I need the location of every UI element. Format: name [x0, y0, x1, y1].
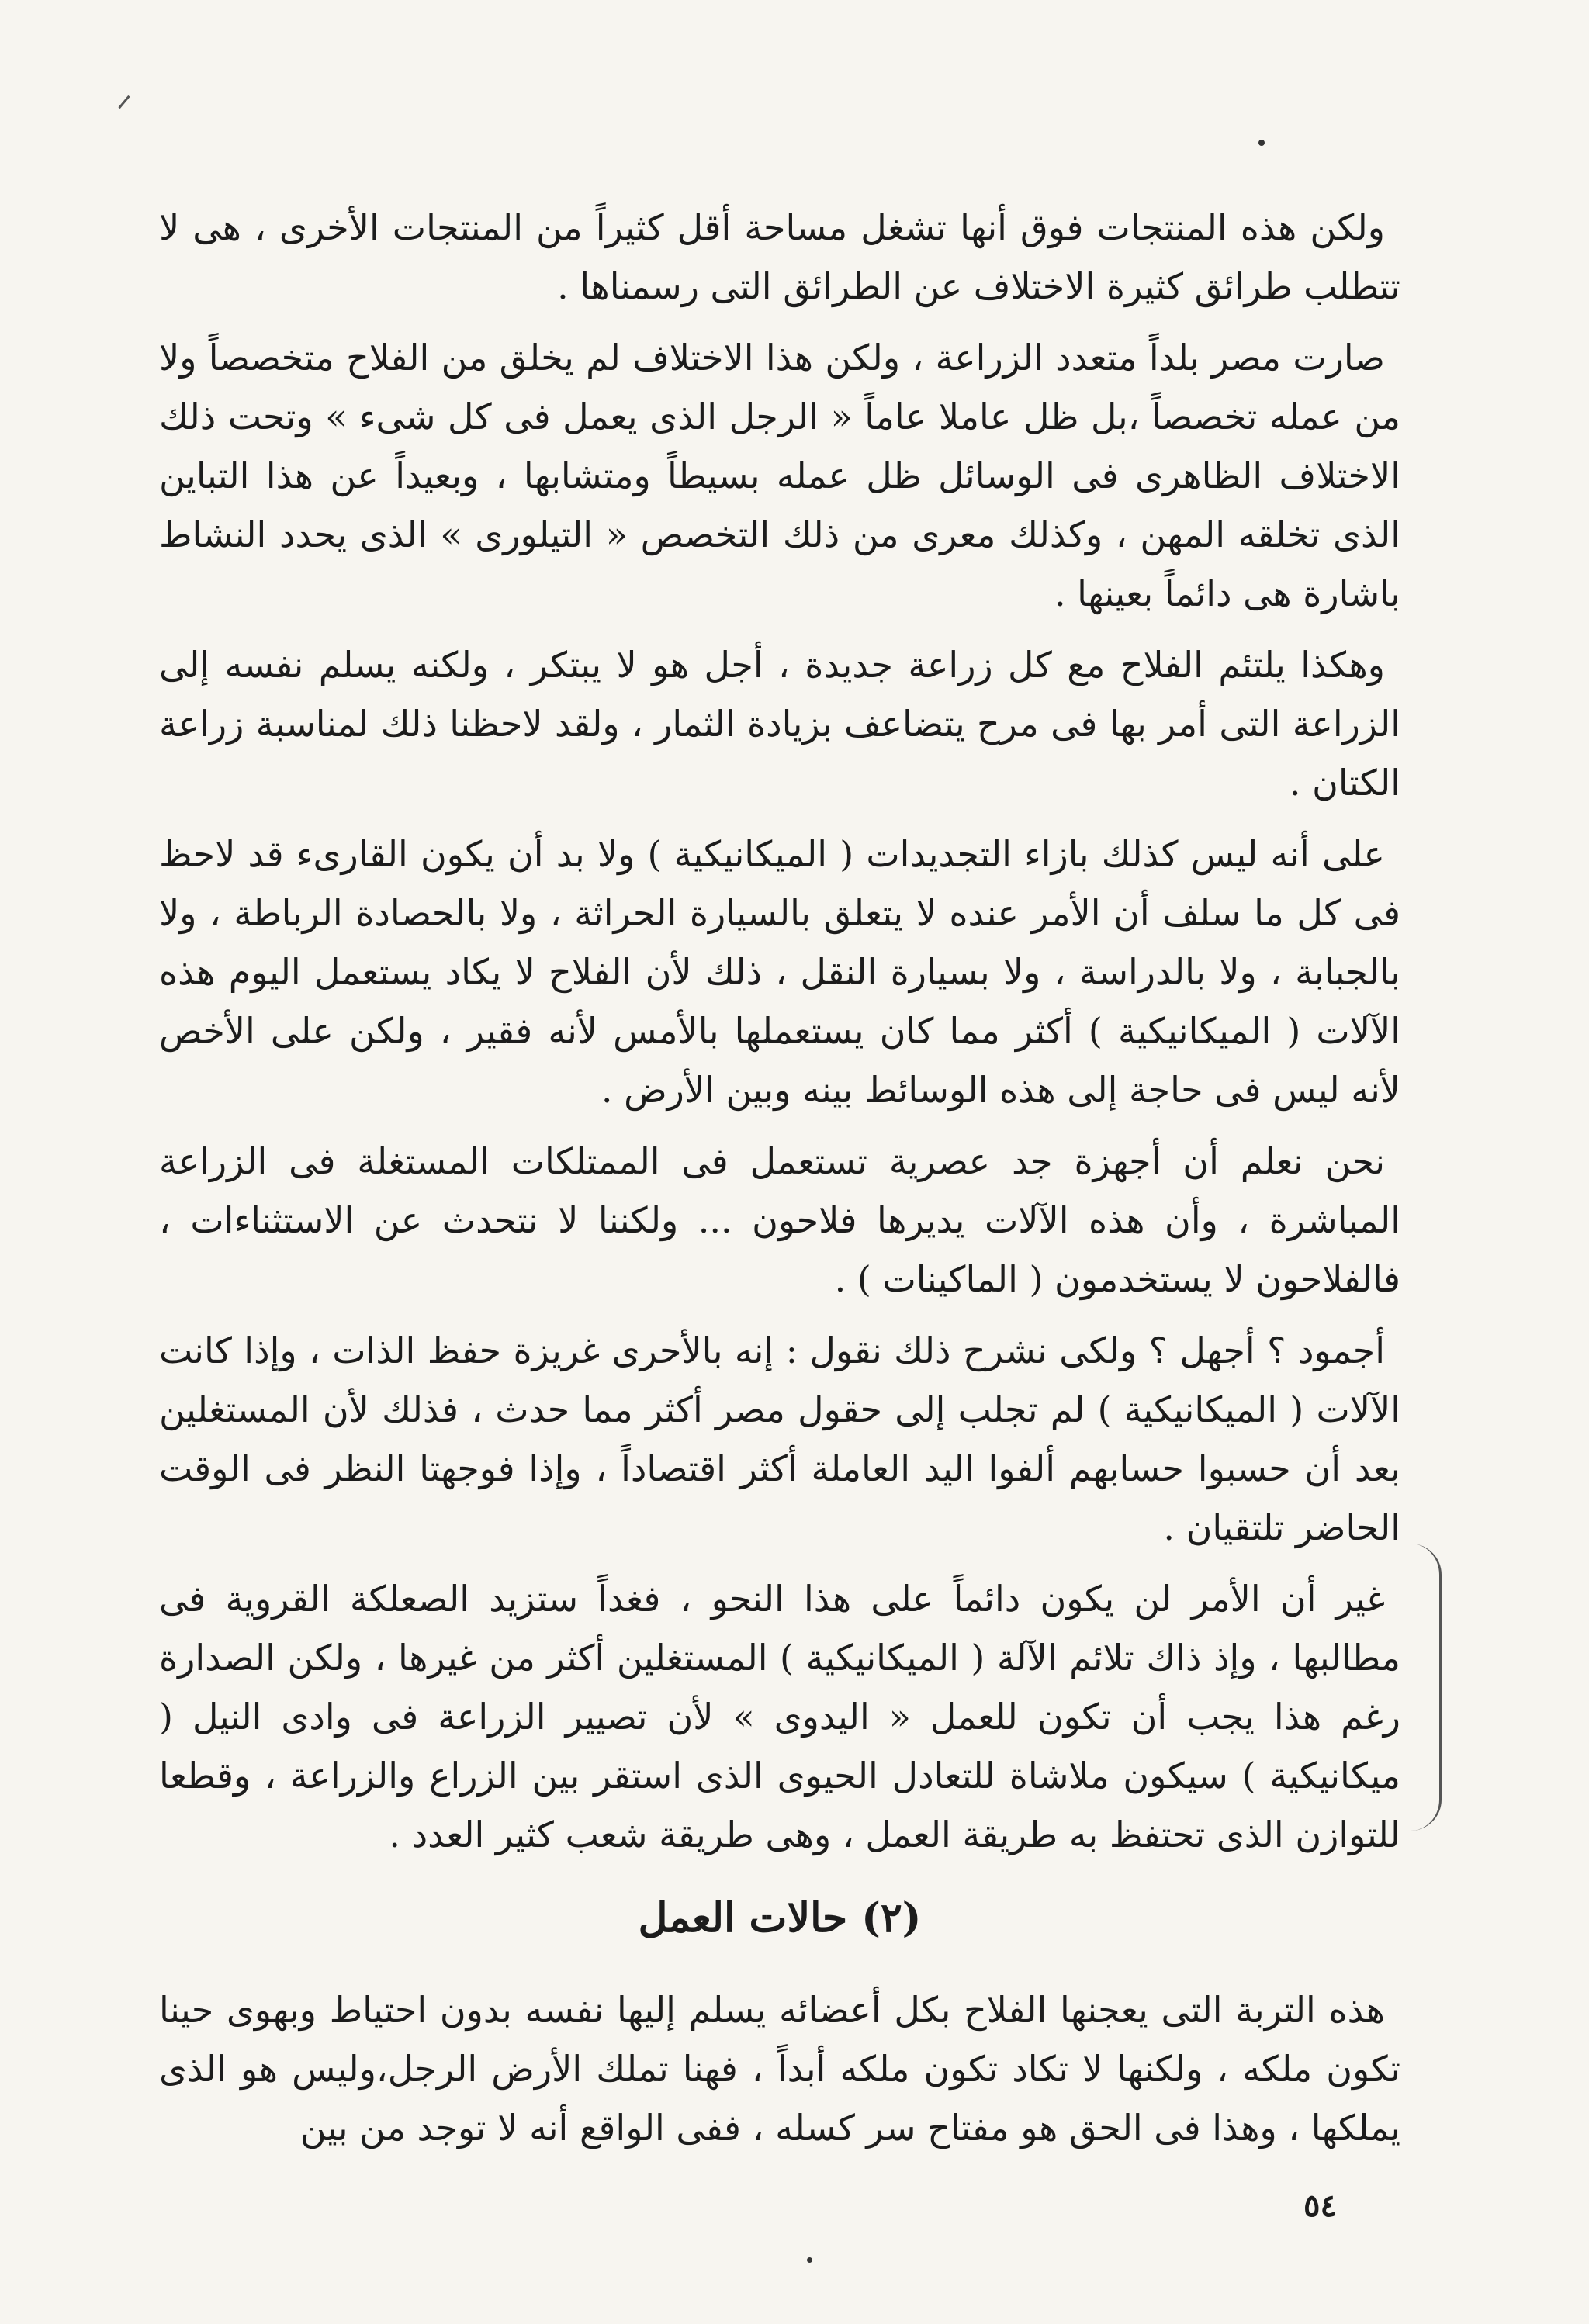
page-number: ٥٤ — [1303, 2187, 1337, 2224]
page-body — [159, 198, 1400, 2170]
ink-dot — [807, 2257, 812, 2263]
paragraph-8: هذه التربة التى يعجنها الفلاح بكل أعضائه يسلم إليها نفسه بدون احتياط وبهوى حينا تكون ملكه ، ولكنها لا تكاد تكون ملكه أبداً ، فهنا تملك الأرض الرجل،وليس هو الذى يملكها ، وهذا فى الحق هو مفتاح سر كسله ، ففى الواقع أنه لا توجد من بين — [159, 1989, 1400, 2149]
section-title: (٢) حالات العمل — [638, 1894, 922, 1942]
paragraph-6: أجمود ؟ أجهل ؟ ولكى نشرح ذلك نقول : إنه بالأحرى غريزة حفظ الذات ، وإذا كانت الآلات ( الميكانيكية ) لم تجلب إلى حقول مصر أكثر مما حدث ، فذلك لأن المستغلين بعد أن حسبوا حسابهم ألفوا اليد العاملة أكثر اقتصاداً ، وإذا فوجهتا النظر فى الوقت الحاضر تلتقيان . — [159, 1330, 1400, 1548]
paragraph-5: نحن نعلم أن أجهزة جد عصرية تستعمل فى الممتلكات المستغلة فى الزراعة المباشرة ، وأن هذه الآلات يديرها فلاحون ... ولكننا لا نتحدث عن الاستثناءات ، فالفلاحون لا يستخدمون ( الماكينات ) . — [159, 1140, 1400, 1300]
paragraph-3: وهكذا يلتئم الفلاح مع كل زراعة جديدة ، أجل هو لا يبتكر ، ولكنه يسلم نفسه إلى الزراعة التى أمر بها فى مرح يتضاعف بزيادة الثمار ، ولقد لاحظنا ذلك لمناسبة زراعة الكتان . — [159, 644, 1400, 804]
ink-dot — [1258, 140, 1265, 146]
pen-stroke-mark — [118, 95, 130, 109]
paragraph-1: ولكن هذه المنتجات فوق أنها تشغل مساحة أقل كثيراً من المنتجات الأخرى ، هى لا تتطلب طرائق كثيرة الاختلاف عن الطرائق التى رسمناها . — [159, 206, 1400, 307]
paragraph-7: غير أن الأمر لن يكون دائماً على هذا النحو ، فغداً ستزيد الصعلكة القروية فى مطالبها ، وإذ ذاك تلائم الآلة ( الميكانيكية ) المستغلين أكثر من غيرها ، ولكن الصدارة رغم هذا يجب أن تكون للعمل « اليدوى » لأن تصيير الزراعة فى وادى النيل ( ميكانيكية ) سيكون ملاشاة للتعادل الحيوى الذى استقر بين الزراع والزراعة ، وقطعا للتوازن الذى تحتفظ به طريقة العمل ، وهى طريقة شعب كثير العدد . — [159, 1578, 1400, 1855]
margin-bracket-mark — [1408, 1544, 1442, 1831]
paragraph-4: على أنه ليس كذلك بازاء التجديدات ( الميكانيكية ) ولا بد أن يكون القارىء قد لاحظ فى كل ما سلف أن الأمر عنده لا يتعلق بالسيارة الحراثة ، ولا بالحصادة الرباطة ، ولا بالجبابة ، ولا بالدراسة ، ولا بسيارة النقل ، ذلك لأن الفلاح لا يكاد يستعمل اليوم هذه الآلات ( الميكانيكية ) أكثر مما كان يستعملها بالأمس لأنه فقير ، ولكن على الأخص لأنه ليس فى حاجة إلى هذه الوسائط بينه وبين الأرض . — [159, 833, 1400, 1111]
paragraph-2: صارت مصر بلداً متعدد الزراعة ، ولكن هذا الاختلاف لم يخلق من الفلاح متخصصاً ولا من عمله تخصصاً ،بل ظل عاملا عاماً « الرجل الذى يعمل فى كل شىء » وتحت ذلك الاختلاف الظاهرى فى الوسائل ظل عمله بسيطاً ومتشابها ، وبعيداً عن هذا التباين الذى تخلقه المهن ، وكذلك معرى من ذلك التخصص « التيلورى » الذى يحدد النشاط باشارة هى دائماً بعينها . — [159, 337, 1400, 614]
